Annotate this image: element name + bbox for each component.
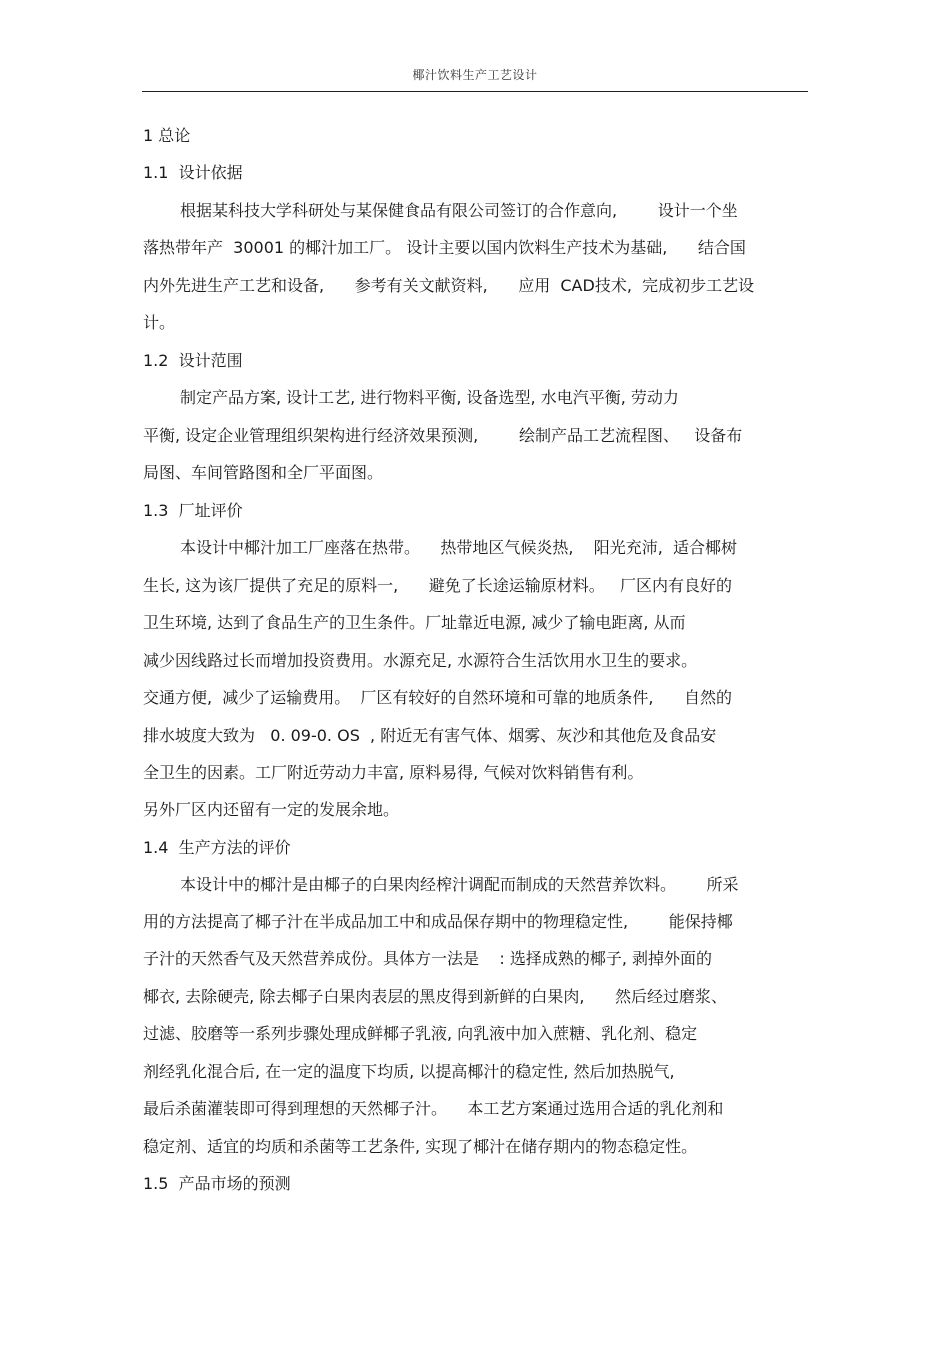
subsection-heading: 1.5 产品市场的预测: [143, 1174, 291, 1193]
subsection-heading: 1.3 厂址评价: [143, 501, 243, 520]
paragraph-line: 局图、车间管路图和全厂平面图。: [143, 463, 384, 482]
paragraph-line: 稳定剂、适宜的均质和杀菌等工艺条件, 实现了椰汁在储存期内的物态稳定性。: [143, 1137, 698, 1156]
paragraph-line: 生长, 这为该厂提供了充足的原料一, 避免了长途运输原材料。 厂区内有良好的: [143, 576, 733, 595]
paragraph-line: 本设计中椰汁加工厂座落在热带。 热带地区气候炎热, 阳光充沛, 适合椰树: [180, 538, 738, 557]
subsection-heading: 1.2 设计范围: [143, 351, 243, 370]
paragraph-line: 减少因线路过长而增加投资费用。水源充足, 水源符合生活饮用水卫生的要求。: [143, 651, 698, 670]
paragraph-line: 过滤、胶磨等一系列步骤处理成鲜椰子乳液, 向乳液中加入蔗糖、乳化剂、稳定: [143, 1024, 698, 1043]
subsection-heading: 1.1 设计依据: [143, 163, 243, 182]
section-heading: 1 总论: [143, 126, 191, 145]
paragraph-line: 用的方法提高了椰子汁在半成品加工中和成品保存期中的物理稳定性, 能保持椰: [143, 912, 733, 931]
paragraph-line: 卫生环境, 达到了食品生产的卫生条件。厂址靠近电源, 减少了输电距离, 从而: [143, 613, 686, 632]
paragraph-line: 平衡, 设定企业管理组织架构进行经济效果预测, 绘制产品工艺流程图、 设备布: [143, 426, 743, 445]
paragraph-line: 根据某科技大学科研处与某保健食品有限公司签订的合作意向, 设计一个坐: [180, 201, 738, 220]
paragraph-line: 椰衣, 去除硬壳, 除去椰子白果肉表层的黑皮得到新鲜的白果肉, 然后经过磨浆、: [143, 987, 727, 1006]
running-header: 椰汁饮料生产工艺设计: [412, 68, 538, 82]
paragraph-line: 最后杀菌灌装即可得到理想的天然椰子汁。 本工艺方案通过选用合适的乳化剂和: [143, 1099, 724, 1118]
header-divider: [142, 91, 808, 92]
subsection-heading: 1.4 生产方法的评价: [143, 838, 291, 857]
paragraph-line: 计。: [143, 313, 176, 332]
paragraph-line: 交通方便, 减少了运输费用。 厂区有较好的自然环境和可靠的地质条件, 自然的: [143, 688, 733, 707]
paragraph-line: 本设计中的椰汁是由椰子的白果肉经榨汁调配而制成的天然营养饮料。 所采: [180, 875, 739, 894]
paragraph-line: 另外厂区内还留有一定的发展余地。: [143, 800, 400, 819]
paragraph-line: 全卫生的因素。工厂附近劳动力丰富, 原料易得, 气候对饮料销售有利。: [143, 763, 644, 782]
paragraph-line: 排水坡度大致为 0. 09-0. OS , 附近无有害气体、烟雾、灰沙和其他危及食品安: [143, 726, 717, 745]
paragraph-line: 内外先进生产工艺和设备, 参考有关文献资料, 应用 CAD技术, 完成初步工艺设: [143, 276, 755, 295]
paragraph-line: 落热带年产 30001 的椰汁加工厂。 设计主要以国内饮料生产技术为基础, 结合国: [143, 238, 746, 257]
paragraph-line: 剂经乳化混合后, 在一定的温度下均质, 以提高椰汁的稳定性, 然后加热脱气,: [143, 1062, 675, 1081]
paragraph-line: 子汁的天然香气及天然营养成份。具体方一法是 : 选择成熟的椰子, 剥掉外面的: [143, 949, 712, 968]
paragraph-line: 制定产品方案, 设计工艺, 进行物料平衡, 设备选型, 水电汽平衡, 劳动力: [180, 388, 679, 407]
